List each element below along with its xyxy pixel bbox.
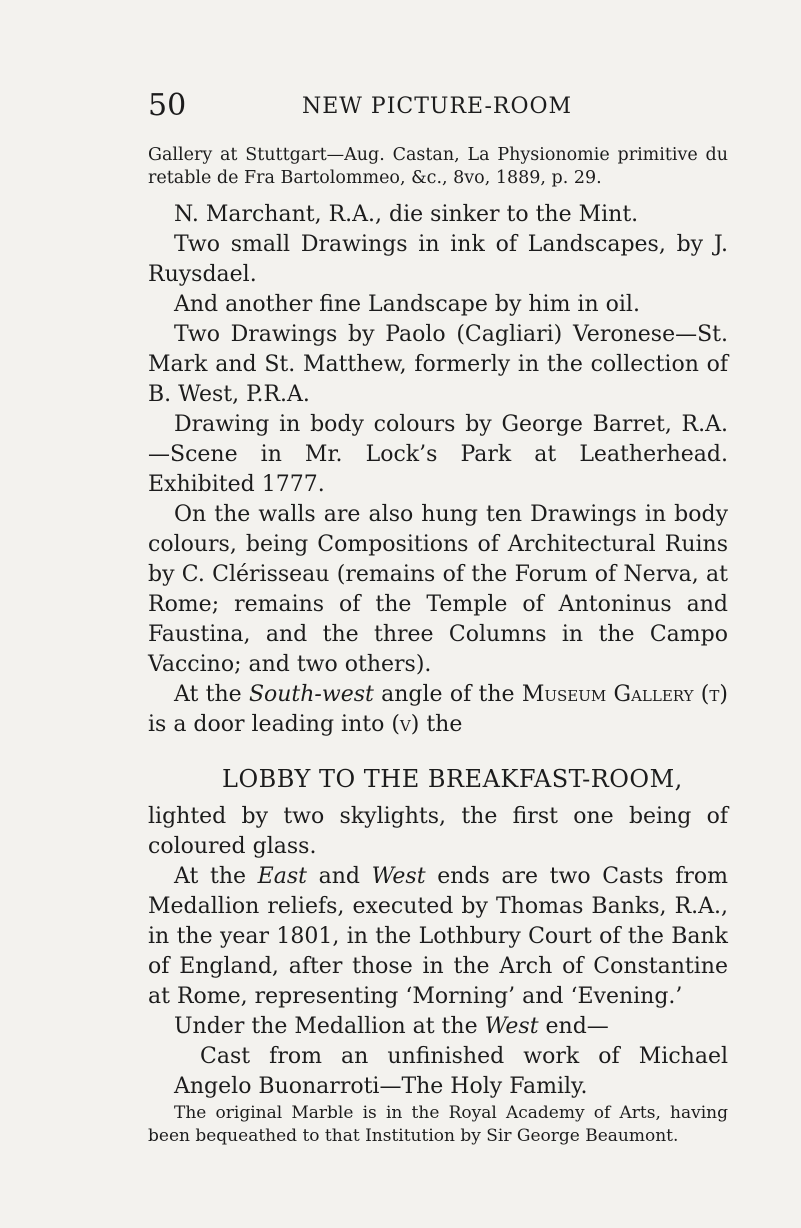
italic-south-west: South-west [248, 682, 374, 707]
paragraph-clerisseau: On the walls are also hung ten Drawings in body colours, being Compositions of Architectural Ruins by C. Clérisseau (remains of the Forum of Nerva, at Rome; remains of the Temple of Antoninus and Faustina, and the three Columns in the Campo Vaccino; and two others). [148, 502, 728, 677]
paragraph-michael-angelo: Cast from an unfinished work of Michael Angelo Buonarroti—The Holy Family. [174, 1044, 728, 1099]
paragraph-barret: Drawing in body colours by George Barret, R.A. —Scene in Mr. Lock’s Park at Leatherhead. Exhibited 1777. [148, 412, 728, 497]
paragraph-veronese: Two Drawings by Paolo (Cagliari) Veronese—St. Mark and St. Matthew, formerly in the collection of B. West, P.R.A. [148, 322, 728, 407]
paragraph-skylights: lighted by two skylights, the first one being of coloured glass. [148, 804, 728, 859]
paragraph-marchant: N. Marchant, R.A., die sinker to the Mint. [174, 202, 639, 227]
paragraph-ruysdael-drawings: Two small Drawings in ink of Landscapes, by J. Ruysdael. [148, 232, 728, 287]
paragraph-under-medallion: Under the Medallion at the West end— [174, 1014, 609, 1039]
paragraph-ruysdael-oil: And another fine Landscape by him in oil. [174, 292, 640, 317]
running-title: NEW PICTURE-ROOM [302, 94, 573, 119]
paragraph-note-original-marble: The original Marble is in the Royal Academy of Arts, having been bequeathed to that Institution by Sir George Beaumont. [148, 1103, 728, 1146]
page-body [148, 144, 728, 1148]
page-number: 50 [148, 88, 187, 123]
paragraph-continuation: Gallery at Stuttgart—Aug. Castan, La Physionomie primitive du retable de Fra Bartolommeo, &c., 8vo, 1889, p. 29. [148, 145, 728, 188]
section-heading: LOBBY TO THE BREAKFAST-ROOM, [222, 765, 683, 793]
paragraph-south-west: At the South-west angle of the Museum Gallery (t) is a door leading into (v) the [148, 682, 728, 737]
page-header [0, 88, 801, 128]
paragraph-medallions: At the East and West ends are two Casts from Medallion reliefs, executed by Thomas Banks, R.A., in the year 1801, in the Lothbury Court of the Bank of England, after those in the Arch of Constantine at Rome, representing ‘Morning’ and ‘Evening.’ [148, 864, 728, 1009]
museum-gallery-smallcaps: Museum Gallery [521, 682, 694, 707]
